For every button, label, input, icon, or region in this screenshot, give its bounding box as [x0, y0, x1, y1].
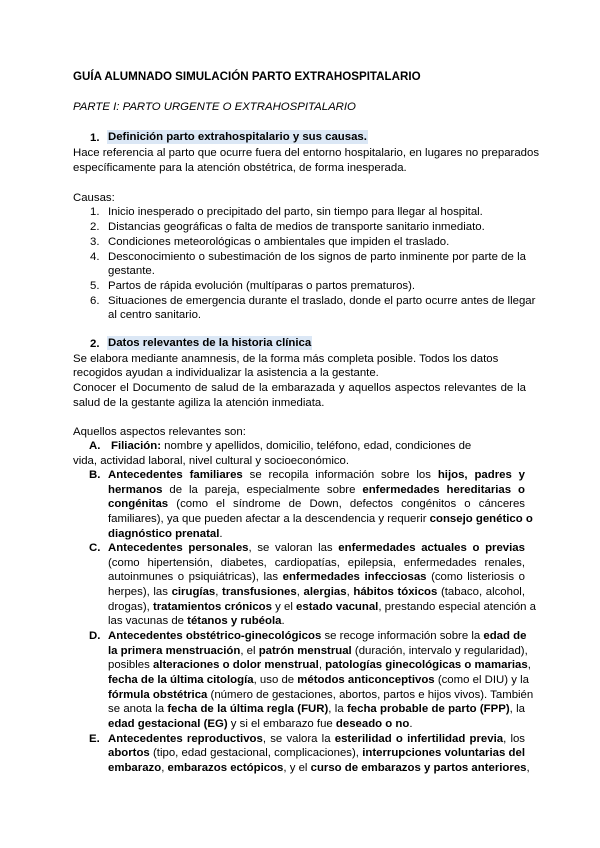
cause-number: 1.: [90, 206, 100, 218]
intro-line: Conocer el Documento de salud de la embarazada y aquellos aspectos relevantes de la: [73, 382, 526, 394]
definition-line: específicamente para la atención obstétrica, de forma inesperada.: [73, 162, 407, 174]
item-b-line: Antecedentes familiares se recopila información sobre los hijos, padres y: [108, 469, 525, 481]
document-title: GUÍA ALUMNADO SIMULACIÓN PARTO EXTRAHOSPITALARIO: [73, 70, 421, 83]
item-letter: A.: [89, 440, 101, 452]
section-1-heading: Definición parto extrahospitalario y sus causas.: [108, 131, 367, 143]
cause-number: 2.: [90, 221, 100, 233]
intro-line: Se elabora mediante anamnesis, de la forma más completa posible. Todos los datos: [73, 353, 499, 365]
item-d-line: la primera menstruación, el patrón menstrual (duración, intervalo y regularidad),: [108, 645, 528, 657]
cause-text: Partos de rápida evolución (multíparas o partos prematuros).: [108, 280, 416, 292]
cause-text: Inicio inesperado o precipitado del parto, sin tiempo para llegar al hospital.: [108, 206, 483, 218]
cause-text: Condiciones meteorológicas o ambientales que impiden el traslado.: [108, 236, 450, 248]
item-e-line: Antecedentes reproductivos, se valora la esterilidad o infertilidad previa, los: [108, 733, 526, 745]
cause-text: Situaciones de emergencia durante el traslado, donde el parto ocurre antes de llegar: [108, 295, 536, 307]
item-e-line: embarazo, embarazos ectópicos, y el curso de embarazos y partos anteriores,: [108, 762, 530, 774]
item-c-line: (como hipertensión, diabetes, cardiopatías, epilepsia, enfermedades renales,: [108, 557, 525, 569]
definition-line: Hace referencia al parto que ocurre fuera del entorno hospitalario, en lugares no preparados: [73, 147, 540, 159]
aspects-label: Aquellos aspectos relevantes son:: [73, 426, 246, 438]
item-c-line: Antecedentes personales, se valoran las enfermedades actuales o previas: [108, 542, 525, 554]
cause-text: al centro sanitario.: [108, 309, 202, 321]
item-e-line: abortos (tipo, edad gestacional, complicaciones), interrupciones voluntarias del: [108, 747, 525, 759]
item-letter: C.: [89, 542, 101, 554]
item-d-line: edad gestacional (EG) y si el embarazo fue deseado o no.: [108, 718, 413, 730]
section-2-heading: Datos relevantes de la historia clínica: [108, 337, 312, 349]
section-2-number: 2.: [90, 338, 100, 350]
intro-line: recogidos ayudan a individualizar la asistencia a la gestante.: [73, 367, 379, 379]
item-c-line: autoinmunes o psiquiátricas), las enfermedades infecciosas (como listeriosis o: [108, 571, 526, 583]
item-c-line: drogas), tratamientos crónicos y el estado vacunal, prestando especial atención a: [108, 601, 537, 613]
part-title: PARTE I: PARTO URGENTE O EXTRAHOSPITALARIO: [73, 101, 356, 113]
item-d-line: fecha de la última citología, uso de métodos anticonceptivos (como el DIU) y la: [108, 674, 529, 686]
item-d-line: se anota la fecha de la última regla (FUR), la fecha probable de parto (FPP), la: [108, 703, 525, 715]
item-a-line: Filiación: nombre y apellidos, domicilio, teléfono, edad, condiciones de: [111, 440, 472, 452]
cause-text: Distancias geográficas o falta de medios de transporte sanitario inmediato.: [108, 221, 485, 233]
item-b-line: familiares), ya que pueden afectar a la descendencia y requerir consejo genético o: [108, 513, 533, 525]
cause-text: gestante.: [108, 265, 155, 277]
section-1-number: 1.: [90, 132, 100, 144]
item-b-line: congénitas (como el síndrome de Down, defectos congénitos o cánceres: [108, 498, 525, 510]
item-b-line: diagnóstico prenatal.: [108, 528, 223, 540]
cause-number: 4.: [90, 251, 100, 263]
item-c-line: herpes), las cirugías, transfusiones, alergias, hábitos tóxicos (tabaco, alcohol,: [108, 586, 525, 598]
cause-text: Desconocimiento o subestimación de los signos de parto inminente por parte de la: [108, 251, 526, 263]
cause-number: 5.: [90, 280, 100, 292]
item-b-line: hermanos de la pareja, especialmente sobre enfermedades hereditarias o: [108, 484, 525, 496]
item-letter: D.: [89, 630, 101, 642]
item-letter: E.: [89, 733, 100, 745]
item-letter: B.: [89, 469, 101, 481]
item-c-line: las vacunas de tétanos y rubéola.: [108, 615, 285, 627]
intro-line: salud de la gestante agiliza la atención inmediata.: [73, 397, 325, 409]
causes-label: Causas:: [73, 192, 115, 204]
item-d-line: Antecedentes obstétrico-ginecológicos se recoge información sobre la edad de: [108, 630, 527, 642]
item-a-line: vida, actividad laboral, nivel cultural y socioeconómico.: [73, 455, 350, 467]
item-d-line: posibles alteraciones o dolor menstrual, patologías ginecológicas o mamarias,: [108, 659, 531, 671]
cause-number: 6.: [90, 295, 100, 307]
item-d-line: fórmula obstétrica (número de gestaciones, abortos, partos e hijos vivos). También: [108, 689, 534, 701]
cause-number: 3.: [90, 236, 100, 248]
